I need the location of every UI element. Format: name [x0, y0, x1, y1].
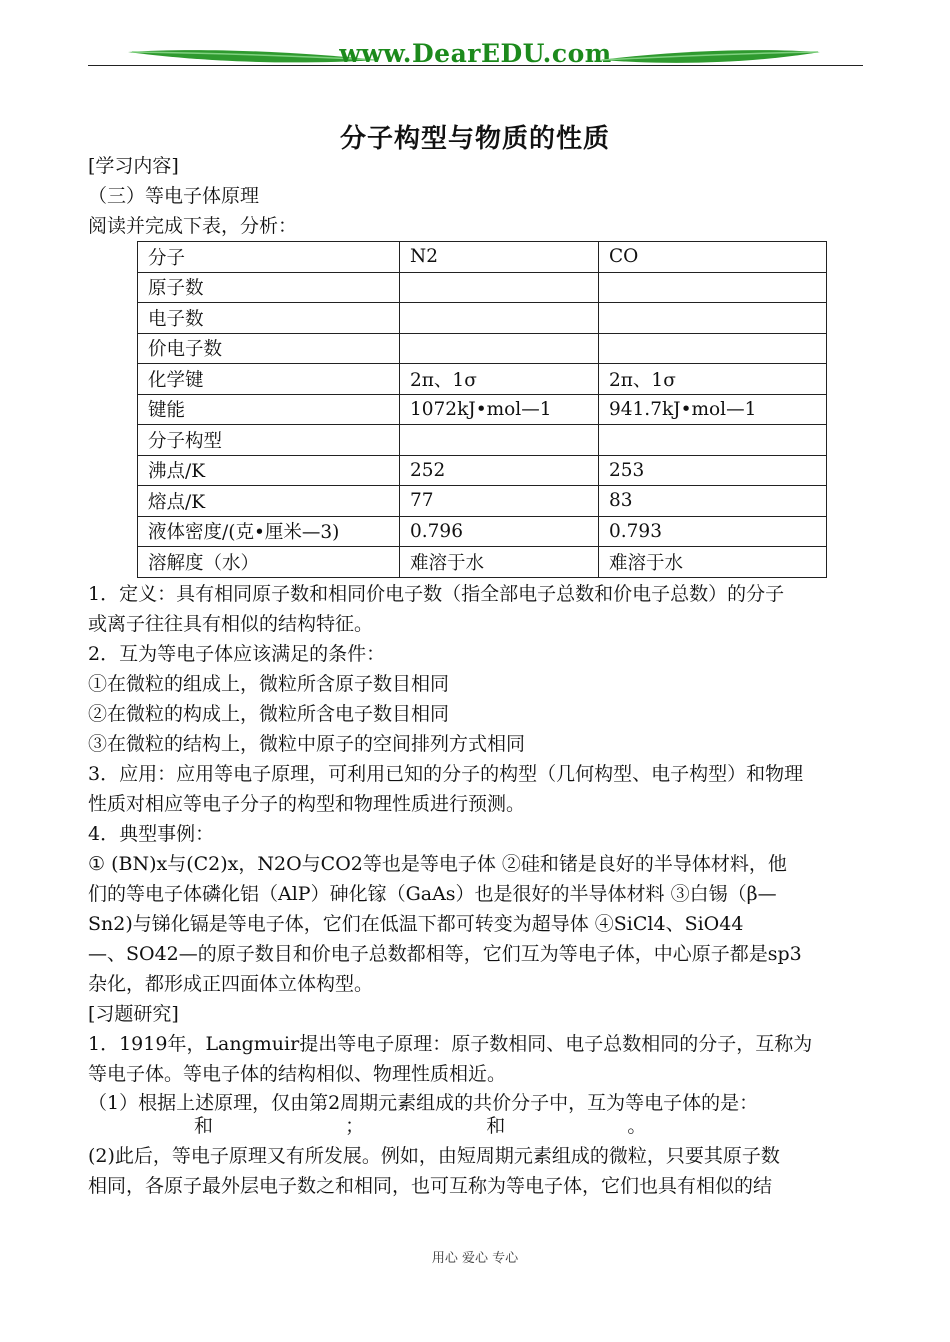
text-line: 相同，各原子最外层电子数之和相同，也可互称为等电子体，它们也具有相似的结	[88, 1175, 773, 1197]
table-row	[138, 425, 827, 456]
row-header-cell: 沸点/K	[138, 455, 400, 486]
page-footer: 用心 爱心 专心	[431, 1251, 519, 1266]
table-cell	[400, 425, 599, 456]
row-header-cell: 分子构型	[138, 425, 400, 456]
table-body	[138, 242, 827, 578]
row-header-cell: 分子	[138, 242, 400, 273]
site-logo[interactable]: www.DearEDU.com	[339, 39, 612, 68]
text-line: 1．1919年，Langmuir提出等电子原理：原子数相同、电子总数相同的分子，互称为	[88, 1033, 813, 1055]
row-header-cell: 化学键	[138, 364, 400, 395]
table-row	[138, 486, 827, 517]
text-line: 们的等电子体磷化铝（AlP）砷化镓（GaAs）也是很好的半导体材料 ③白锡（β—	[88, 883, 777, 905]
section-heading-learning: [学习内容]	[88, 155, 179, 177]
table-cell	[400, 272, 599, 303]
row-header-cell: 熔点/K	[138, 486, 400, 517]
table-cell	[400, 333, 599, 364]
table-cell: 2π、1σ	[599, 364, 827, 395]
text-line: 4．典型事例：	[88, 823, 215, 845]
table-cell: CO	[599, 242, 827, 273]
text-line: ① (BN)x与(C2)x，N2O与CO2等也是等电子体 ②硅和锗是良好的半导体材料，他	[88, 853, 787, 875]
blank-and-2: 和	[486, 1115, 506, 1137]
text-line: ①在微粒的组成上，微粒所含原子数目相同	[88, 673, 450, 695]
table-cell	[599, 333, 827, 364]
text-line: 2．互为等电子体应该满足的条件：	[88, 643, 386, 665]
table-cell	[599, 425, 827, 456]
text-line: （1）根据上述原理，仅由第2周期元素组成的共价分子中，互为等电子体的是：	[88, 1092, 759, 1114]
text-line: (2)此后，等电子原理又有所发展。例如，由短周期元素组成的微粒，只要其原子数	[88, 1145, 780, 1167]
text-line: 或离子往往具有相似的结构特征。	[88, 613, 374, 635]
subsection-heading: （三）等电子体原理	[88, 185, 260, 207]
table-row	[138, 303, 827, 334]
row-header-cell: 键能	[138, 394, 400, 425]
blank-and-1: 和	[194, 1115, 214, 1137]
text-line: 1．定义：具有相同原子数和相同价电子数（指全部电子总数和价电子总数）的分子	[88, 583, 785, 605]
table-row	[138, 242, 827, 273]
table-cell: 难溶于水	[599, 547, 827, 578]
table-cell: 0.796	[400, 516, 599, 547]
table-row	[138, 333, 827, 364]
text-line: [习题研究]	[88, 1003, 179, 1025]
text-line: 等电子体。等电子体的结构相似、物理性质相近。	[88, 1063, 507, 1085]
table-cell	[599, 272, 827, 303]
page-title: 分子构型与物质的性质	[339, 124, 610, 154]
table-cell: 77	[400, 486, 599, 517]
table-row	[138, 364, 827, 395]
table-row	[138, 455, 827, 486]
text-line: 杂化，都形成正四面体立体构型。	[88, 973, 374, 995]
text-line: ②在微粒的构成上，微粒所含电子数目相同	[88, 703, 450, 725]
table-cell: 941.7kJ•mol—1	[599, 394, 827, 425]
table-cell	[599, 303, 827, 334]
table-cell: 83	[599, 486, 827, 517]
table-row	[138, 394, 827, 425]
answer-blank-line	[88, 1113, 868, 1139]
instruction-text: 阅读并完成下表，分析：	[88, 215, 298, 237]
comparison-table	[137, 241, 827, 578]
row-header-cell: 价电子数	[138, 333, 400, 364]
row-header-cell: 液体密度/(克•厘米—3)	[138, 516, 400, 547]
text-line: 性质对相应等电子分子的构型和物理性质进行预测。	[88, 793, 526, 815]
table-row	[138, 272, 827, 303]
table-cell: 0.793	[599, 516, 827, 547]
row-header-cell: 原子数	[138, 272, 400, 303]
table-cell: 252	[400, 455, 599, 486]
text-line: 3．应用：应用等电子原理，可利用已知的分子的构型（几何构型、电子构型）和物理	[88, 763, 804, 785]
table-cell	[400, 303, 599, 334]
row-header-cell: 溶解度（水）	[138, 547, 400, 578]
table-cell: 2π、1σ	[400, 364, 599, 395]
blank-separator: ；	[345, 1115, 365, 1137]
header-divider	[88, 65, 863, 66]
green-leaf-right-icon	[600, 48, 820, 66]
row-header-cell: 电子数	[138, 303, 400, 334]
text-line: ③在微粒的结构上，微粒中原子的空间排列方式相同	[88, 733, 526, 755]
text-line: Sn2)与锑化镉是等电子体，它们在低温下都可转变为超导体 ④SiCl4、SiO44	[88, 913, 744, 935]
table-cell: 253	[599, 455, 827, 486]
table-row	[138, 547, 827, 578]
table-row	[138, 516, 827, 547]
table-cell: N2	[400, 242, 599, 273]
table-cell: 1072kJ•mol—1	[400, 394, 599, 425]
blank-end: 。	[627, 1115, 647, 1137]
table-cell: 难溶于水	[400, 547, 599, 578]
text-line: —、SO42—的原子数目和价电子总数都相等，它们互为等电子体，中心原子都是sp3	[88, 943, 802, 965]
